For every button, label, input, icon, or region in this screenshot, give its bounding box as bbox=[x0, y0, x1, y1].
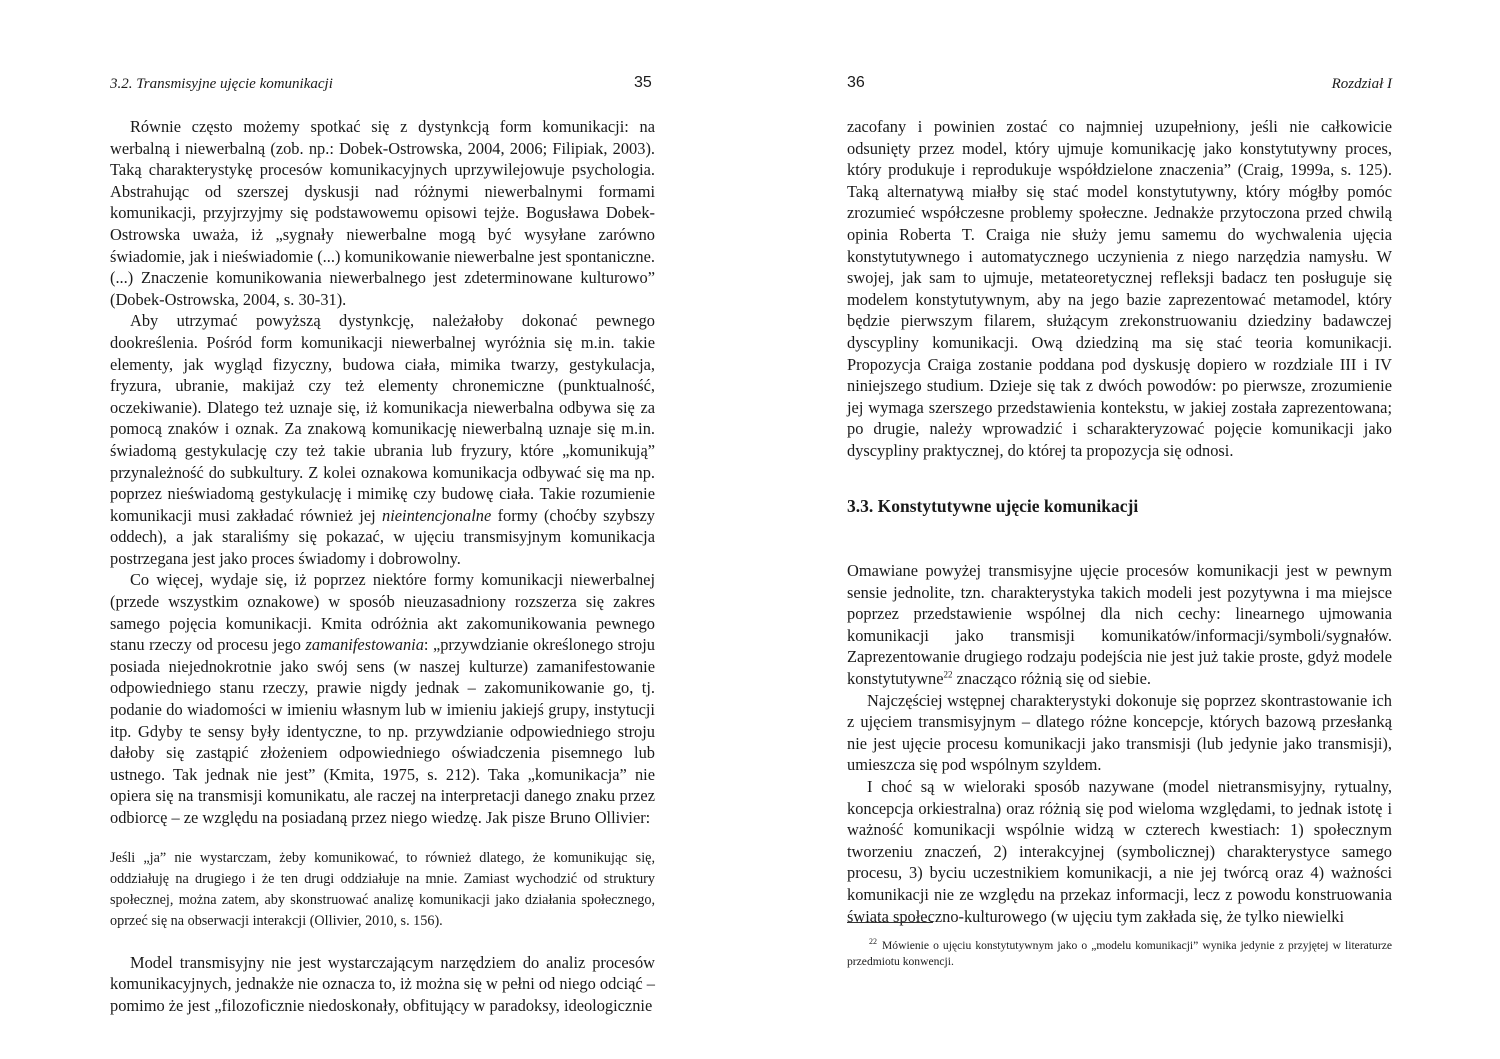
paragraph-text: : „przywdzianie określonego stroju posiada niejednokrotnie jako swój sens (w naszej kulturze) zamanifestowanie odpowiedniego stanu rzeczy, prawie nigdy jednak – zakomunikowanie go, tj. podanie do wiadomości w imieniu własnym lub w imieniu jakiejś grupy, instytucji itp. Gdyby te sensy były identyczne, to np. przywdzianie odpowiedniego stroju dałoby się zastąpić złożeniem odpowiedniego oświadczenia pisemnego lub ustnego. Tak jednak nie jest” (Kmita, 1975, s. 212). Taka „komunikacja” nie opiera się na transmisji komunikatu, ale raczej na interpretacji danego znaku przez odbiorcę – ze względu na posiadaną przez niego wiedzę. Jak pisze Bruno Ollivier: bbox=[110, 635, 655, 827]
running-head-right: Rozdział I bbox=[1331, 76, 1392, 92]
paragraph bbox=[110, 310, 655, 569]
footnote-mark: 22 bbox=[869, 937, 877, 946]
paragraph-text: znacząco różnią się od siebie. bbox=[952, 668, 1151, 688]
footnote-separator bbox=[847, 922, 933, 923]
footnote bbox=[847, 934, 1392, 970]
page-number-left: 35 bbox=[634, 74, 652, 91]
paragraph-text: Równie często możemy spotkać się z dystynkcją form komunikacji: na werbalną i niewerbalną (zob. np.: Dobek-Ostrowska, 2004, 2006; Filipiak, 2003). Taką charakterystykę procesów komunikacyjnych uprzywilejowuje psychologia. Abstrahując od szerszej dyskusji nad różnymi niewerbalnymi formami komunikacji, przyjrzyjmy się podstawowemu opisowi tejże. Bogusława Dobek-Ostrowska uważa, iż „sygnały niewerbalne mogą być wysyłane zarówno świadomie, jak i nieświadomie (...) komunikowanie niewerbalne jest spontaniczne. (...) Znaczenie komunikowania niewerbalnego jest zdeterminowane kulturowo” (Dobek-Ostrowska, 2004, s. 30-31). bbox=[110, 117, 655, 309]
paragraph-text: Aby utrzymać powyższą dystynkcję, należałoby dokonać pewnego dookreślenia. Pośród form komunikacji niewerbalnej wyróżnia się m.in. takie elementy, jak wygląd fizyczny, budowa ciała, mimika twarzy, gestykulacja, fryzura, ubranie, makijaż czy też elementy chronemiczne (punktualność, oczekiwanie). Dlatego też uznaje się, iż komunikacja niewerbalna odbywa się za pomocą znaków i oznak. Za znakową komunikację niewerbalną uznaje się m.in. świadomą gestykulację czy też takie ubrania lub fryzury, które „komunikują” przynależność do subkultury. Z kolei oznakowa komunikacja odbywać się ma np. poprzez nieświadomą gestykulację i mimikę czy budowę ciała. Takie rozumienie komunikacji musi zakładać również jej bbox=[110, 311, 655, 525]
right-body-text bbox=[847, 116, 1392, 462]
footnote-reference[interactable]: 22 bbox=[943, 669, 953, 680]
page-number-right: 36 bbox=[847, 74, 865, 91]
footnote-text: Mówienie o ujęciu konstytutywnym jako o „modelu komunikacji” wynika jedynie z przyjętej w literaturze przedmiotu konwencji. bbox=[847, 938, 1392, 968]
paragraph: I choć są w wieloraki sposób nazywane (model nietransmisyjny, rytualny, koncepcja orkiestralna) oraz różnią się pod wieloma względami, to jednak istotę i ważność komunikacji wspólnie widzą w czterech kwestiach: 1) społecznym tworzeniu znaczeń, 2) interakcyjnej (symbolicznej) charakterystyce samego procesu, 3) byciu uczestnikiem komunikacji, a nie jej twórcą oraz 4) ważności komunikacji nie ze względu na przekaz informacji, lecz z powodu konstruowania świata społeczno-kulturowego (w ujęciu tym zakłada się, że tylko niewielki bbox=[847, 776, 1392, 926]
paragraph bbox=[110, 116, 655, 310]
paragraph-text: Co więcej, wydaje się, iż poprzez niektóre formy komunikacji niewerbalnej (przede wszystkim oznakowe) w sposób nieuzasadniony rozszerza się zakres samego pojęcia komunikacji. Kmita odróżnia akt zakomunikowania pewnego stanu rzeczy od procesu jego bbox=[110, 570, 655, 655]
paragraph bbox=[847, 560, 1392, 690]
paragraph-closing: Model transmisyjny nie jest wystarczającym narzędziem do analiz procesów komunikacyjnych, jednakże nie oznacza to, iż można się w pełni od niego odciąć – pomimo że jest „filozoficznie niedoskonały, obfitujący w paradoksy, ideologicznie bbox=[110, 952, 655, 1015]
running-head-left: 3.2. Transmisyjne ujęcie komunikacji bbox=[110, 76, 333, 92]
paragraph-continuation: zacofany i powinien zostać co najmniej uzupełniony, jeśli nie całkowicie odsunięty przez model, który ujmuje komunikację jako konstytutywny proces, który produkuje i reprodukuje współdzielone znaczenia” (Craig, 1999a, s. 125). Taką alternatywą miałby się stać model konstytutywny, który mógłby pomóc zrozumieć współczesne problemy społeczne. Jednakże przytoczona przed chwilą opinia Roberta T. Craiga nie służy jemu samemu do wychwalenia ujęcia konstytutywnego i automatycznego uczynienia z niego narzędzia namysłu. W swojej, jak sam to ujmuje, metateoretycznej refleksji badacz ten posługuje się modelem konstytutywnym, aby na jego bazie zaprezentować metamodel, który będzie pierwszym filarem, służącym zrekonstruowaniu dziedziny badawczej dyscypliny komunikacji. Ową dziedziną ma się stać teoria komunikacji. Propozycja Craiga zostanie poddana pod dyskusję dopiero w rozdziale III i IV niniejszego studium. Dzieje się tak z dwóch powodów: po pierwsze, zrozumienie jej wymaga szerszego przedstawienia kontekstu, w jakiej została zaprezentowana; po drugie, należy wprowadzić i scharakteryzować pojęcie komunikacji jako dyscypliny praktycznej, do której ta propozycja się odnosi. bbox=[847, 117, 1392, 460]
paragraph bbox=[110, 569, 655, 828]
left-body-text bbox=[110, 116, 655, 1016]
paragraph: Najczęściej wstępnej charakterystyki dokonuje się poprzez skontrastowanie ich z ujęciem transmisyjnym – dlatego różne koncepcje, których bazową przesłanką nie jest ujęcie procesu komunikacji jako transmisji (lub jedynie jako transmisji), umieszcza się pod wspólnym szyldem. bbox=[847, 690, 1392, 775]
block-quote: Jeśli „ja” nie wystarczam, żeby komunikować, to również dlatego, że komunikując się, oddziałuję na drugiego i że ten drugi oddziałuje na mnie. Zamiast wychodzić od struktury społecznej, można zatem, aby skonstruować analizę komunikacji jako działania społecznego, oprzeć się na obserwacji interakcji (Ollivier, 2010, s. 156). bbox=[110, 849, 655, 929]
emphasis-text: zamanifestowania bbox=[305, 635, 424, 655]
emphasis-text: nieintencjonalne bbox=[382, 505, 492, 525]
section-body-text bbox=[847, 560, 1392, 927]
paragraph-text: formy (choćby szybszy oddech), a jak staraliśmy się pokazać, w ujęciu transmisyjnym komunikacja postrzegana jest jako proces świadomy i dobrowolny. bbox=[110, 505, 655, 568]
paragraph-text: Omawiane powyżej transmisyjne ujęcie procesów komunikacji jest w pewnym sensie jednolite, tzn. charakterystyka takich modeli jest pozytywna i ma miejsce poprzez przedstawienie wspólnej dla nich cechy: linearnego ujmowania komunikacji jako transmisji komunikatów/informacji/symboli/sygnałów. Zaprezentowanie drugiego rodzaju podejścia nie jest już takie proste, gdyż modele konstytutywne bbox=[847, 561, 1392, 688]
right-page bbox=[750, 0, 1500, 1059]
section-heading: 3.3. Konstytutywne ujęcie komunikacji bbox=[847, 496, 1139, 516]
